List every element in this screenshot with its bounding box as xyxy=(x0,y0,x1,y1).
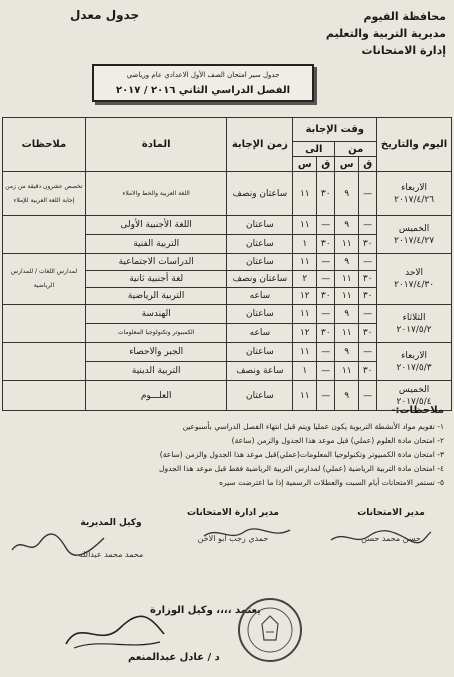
day-cell: الاحد ٢٠١٧/٤/٣٠ xyxy=(377,254,452,305)
note-item: ٢- امتحان مادة العلوم (عملي) قبل موعد هذا الجدول والزمن (ساعة) xyxy=(231,436,444,445)
duration-cell: ساعه xyxy=(227,288,293,305)
to-q: ٣٠ xyxy=(317,235,335,254)
duration-cell: ساعتان xyxy=(227,216,293,235)
note-cell xyxy=(3,305,86,343)
official-seal-icon xyxy=(236,596,304,664)
to-q: ٣٠ xyxy=(317,288,335,305)
day-cell: الخميس ٢٠١٧/٤/٢٧ xyxy=(377,216,452,254)
from-s: ٩ xyxy=(335,216,359,235)
directorate-label: مديرية التربية والتعليم xyxy=(325,27,446,40)
from-q: ٣٠ xyxy=(359,271,377,288)
from-s: ٩ xyxy=(335,172,359,216)
from-s: ١١ xyxy=(335,288,359,305)
duration-cell: ساعة ونصف xyxy=(227,362,293,381)
from-q: ٣٠ xyxy=(359,288,377,305)
note-cell xyxy=(3,381,86,411)
handwritten-signature-deputy xyxy=(8,530,108,560)
to-s: ٢ xyxy=(293,271,317,288)
from-q: — xyxy=(359,305,377,324)
day-cell: الاربعاء ٢٠١٧/٤/٢٦ xyxy=(377,172,452,216)
duration-cell: ساعتان xyxy=(227,305,293,324)
note-cell: لمدارس اللغات / للمدارس الرياضية xyxy=(3,254,86,305)
header-day: اليوم والتاريخ xyxy=(377,118,452,172)
signature-name: محمد محمد عبدالله xyxy=(78,550,144,559)
signature-name: حمدي رجب ابو الاخن xyxy=(197,534,269,543)
header-subject: المادة xyxy=(85,118,227,172)
duration-cell: ساعه xyxy=(227,324,293,343)
to-s: ١١ xyxy=(293,305,317,324)
subject-cell: الكمبيوتر وتكنولوجيا المعلومات xyxy=(85,324,227,343)
to-s: ١١ xyxy=(293,216,317,235)
note-item: ١- تقويم مواد الأنشطة التربوية يكون عمليا ويتم قبل انتهاء الفصل الدراسي بأسبوعين xyxy=(182,422,444,431)
to-s: ١ xyxy=(293,235,317,254)
to-s: ١١ xyxy=(293,343,317,362)
subject-cell: التربية الفنية xyxy=(85,235,227,254)
from-s: ١١ xyxy=(335,271,359,288)
duration-cell: ساعتان xyxy=(227,381,293,411)
from-s: ٩ xyxy=(335,343,359,362)
subject-cell: الجبر والاحصاء xyxy=(85,343,227,362)
duration-cell: ساعتان xyxy=(227,235,293,254)
to-q: ٣٠ xyxy=(317,172,335,216)
from-q: — xyxy=(359,172,377,216)
day-cell: الثلاثاء ٢٠١٧/٥/٢ xyxy=(377,305,452,343)
from-s: ٩ xyxy=(335,305,359,324)
to-q: — xyxy=(317,271,335,288)
to-s: ١٢ xyxy=(293,324,317,343)
modified-schedule-tag: جدول معدل xyxy=(70,8,140,22)
to-s: ١ xyxy=(293,362,317,381)
signature-name: حسن محمد حسن xyxy=(361,534,421,543)
handwritten-signature-admin xyxy=(196,524,296,546)
from-s: ١١ xyxy=(335,324,359,343)
to-q: — xyxy=(317,254,335,271)
exams-admin-label: إدارة الامتحانات xyxy=(361,44,446,57)
to-s: ١١ xyxy=(293,254,317,271)
subject-cell: العلـــوم xyxy=(85,381,227,411)
subject-cell: الهندسة xyxy=(85,305,227,324)
from-q: — xyxy=(359,381,377,411)
schedule-table xyxy=(2,117,452,411)
to-q: — xyxy=(317,362,335,381)
to-s: ١٢ xyxy=(293,288,317,305)
to-s: ١١ xyxy=(293,381,317,411)
from-q: ٣٠ xyxy=(359,324,377,343)
header-time: وقت الإجابة xyxy=(293,118,377,142)
signature-title: وكيل المديرية xyxy=(80,518,142,528)
note-item: ٤- امتحان مادة التربية الرياضية (عملي) لمدارس التربية الرياضية فقط قبل موعد هذا الجدول xyxy=(159,464,444,473)
day-cell: الخميس ٢٠١٧/٥/٤ xyxy=(377,381,452,411)
from-q: ٣٠ xyxy=(359,235,377,254)
duration-cell: ساعتان xyxy=(227,254,293,271)
minister-name: د / عادل عبدالمنعم xyxy=(128,652,220,663)
subject-cell: التربية الدينية xyxy=(85,362,227,381)
to-q: ٣٠ xyxy=(317,324,335,343)
to-q: — xyxy=(317,381,335,411)
notes-title: ملاحظات:- xyxy=(391,405,444,416)
notes-list xyxy=(4,420,444,490)
header-to-q: ق xyxy=(317,157,335,172)
to-q: — xyxy=(317,305,335,324)
duration-cell: ساعتان xyxy=(227,343,293,362)
title-banner xyxy=(92,64,314,102)
duration-cell: ساعتان ونصف xyxy=(227,172,293,216)
subject-cell: التربية الرياضية xyxy=(85,288,227,305)
from-q: — xyxy=(359,254,377,271)
duration-cell: ساعتان ونصف xyxy=(227,271,293,288)
header-from-q: ق xyxy=(359,157,377,172)
to-q: — xyxy=(317,343,335,362)
note-cell xyxy=(3,216,86,254)
header-duration: زمن الإجابة xyxy=(227,118,293,172)
from-s: ٩ xyxy=(335,254,359,271)
banner-term: الفصل الدراسي الثاني ٢٠١٦ / ٢٠١٧ xyxy=(115,85,291,96)
subject-cell: الدراسات الاجتماعية xyxy=(85,254,227,271)
banner-title: جدول سير امتحان الصف الأول الاعدادي عام ورياضي xyxy=(126,71,280,79)
from-s: ١١ xyxy=(335,235,359,254)
handwritten-signature-exams xyxy=(325,526,435,548)
subject-cell: لغة أجنبية ثانية xyxy=(85,271,227,288)
from-s: ١١ xyxy=(335,362,359,381)
from-q: — xyxy=(359,216,377,235)
header-to: الى xyxy=(293,142,335,157)
to-s: ١١ xyxy=(293,172,317,216)
from-s: ٩ xyxy=(335,381,359,411)
note-cell xyxy=(3,343,86,381)
note-item: ٥- تستمر الامتحانات أيام السبت والعطلات الرسمية إذا ما اعترضت سيره xyxy=(219,478,444,487)
day-cell: الاربعاء ٢٠١٧/٥/٣ xyxy=(377,343,452,381)
signature-title: مدير الامتحانات xyxy=(357,508,425,518)
header-to-s: س xyxy=(293,157,317,172)
from-q: — xyxy=(359,343,377,362)
header-from-s: س xyxy=(335,157,359,172)
note-cell: تخصص عشرون دقيقة من زمن إجابة اللغة العربية للإملاء xyxy=(3,172,86,216)
note-item: ٣- امتحان مادة الكمبيوتر وتكنولوجيا المعلومات(عملي)قبل موعد هذا الجدول والزمن (ساعة) xyxy=(159,450,444,459)
governorate-label: محافظة الفيوم xyxy=(363,10,446,23)
subject-cell: اللغة العربية والخط والاملاء xyxy=(85,172,227,216)
approval-line: يعتمد ،،،، وكيل الوزارة xyxy=(150,605,261,616)
to-q: — xyxy=(317,216,335,235)
from-q: ٣٠ xyxy=(359,362,377,381)
handwritten-signature-minister xyxy=(60,608,170,653)
signature-title: مدير ادارة الامتحانات xyxy=(187,508,279,518)
subject-cell: اللغة الأجنبية الأولى xyxy=(85,216,227,235)
header-notes: ملاحظات xyxy=(3,118,86,172)
header-authority xyxy=(326,8,446,59)
header-from: من xyxy=(335,142,377,157)
